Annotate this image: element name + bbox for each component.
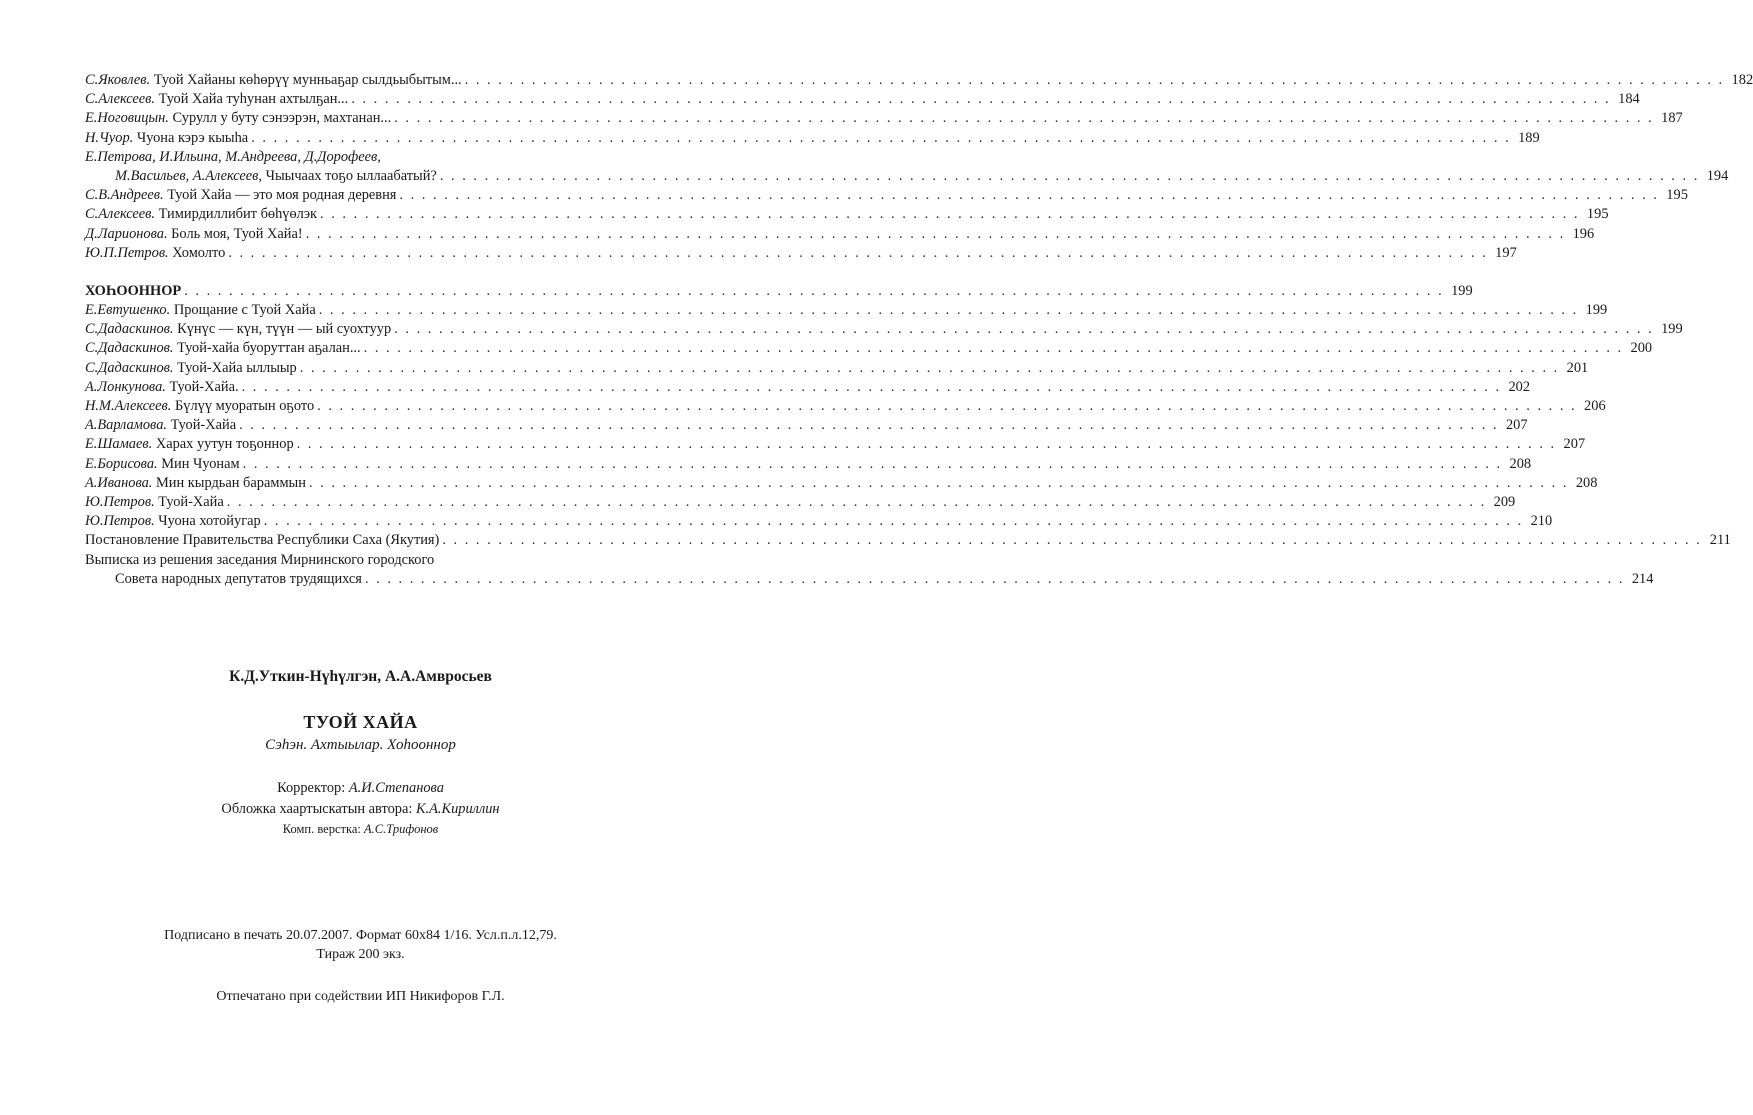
toc-author: Ю.Петров. [85, 513, 155, 530]
toc-title: Туой-Хайа [158, 493, 224, 510]
toc-entry [85, 90, 1640, 109]
toc-author: Е.Петрова, И.Ильина, М.Андреева, Д.Дорофеев, [85, 148, 381, 165]
toc-author: С.Яковлев. [85, 72, 151, 88]
toc-page-number: 202 [1508, 378, 1531, 395]
cover-photo-credit [0, 801, 721, 818]
toc-entry [85, 493, 1516, 512]
toc-title: Прощание с Туой Хайа [173, 302, 316, 319]
credit-label: Комп. верстка: [282, 822, 361, 836]
toc-author: С.В.Андреев. [85, 187, 164, 204]
toc-entry [85, 167, 1729, 186]
dot-leader [364, 339, 1623, 358]
dot-leader [442, 531, 1701, 550]
dot-leader [242, 378, 1501, 397]
dot-leader [243, 455, 1502, 474]
toc-page-number: 211 [1709, 532, 1731, 549]
toc-entry [85, 359, 1589, 378]
toc-author: Е.Борисова. [85, 455, 158, 472]
toc-entry [85, 435, 1586, 454]
dot-leader [465, 71, 1724, 90]
toc-entry [85, 205, 1609, 224]
dot-leader [309, 474, 1568, 493]
dot-leader [440, 167, 1699, 186]
toc-page-number: 196 [1572, 225, 1595, 242]
toc-page-number: 207 [1505, 417, 1528, 434]
section-gap [85, 263, 675, 282]
toc-entry [85, 225, 1595, 244]
toc-entry [85, 570, 1654, 589]
toc-author: Е.Евтушенко. [85, 302, 171, 319]
dot-leader [251, 129, 1510, 148]
toc-author: С.Дадаскинов. [85, 321, 174, 338]
dot-leader [239, 416, 1498, 435]
dot-leader [306, 225, 1565, 244]
dot-leader [264, 512, 1523, 531]
toc-entry [85, 512, 1553, 531]
toc-author: С.Дадаскинов. [85, 359, 174, 376]
toc-entry [85, 109, 1683, 128]
toc-title: Мин кырдьан бараммын [156, 474, 306, 491]
credit-name: А.И.Степанова [348, 780, 444, 796]
toc-title: Боль моя, Туой Хайа! [171, 225, 303, 242]
toc-title: Харах уутун тоҕоннор [155, 436, 294, 453]
toc-author: Ю.Петров. [85, 493, 155, 510]
toc-entry [85, 186, 1688, 205]
book-subtitle: Сэһэн. Ахтыылар. Хоһооннор [265, 737, 456, 753]
dot-leader [320, 205, 1579, 224]
toc-entry [85, 244, 1517, 263]
toc-title: Сурулл у буту сэнээрэн, махтанан... [172, 110, 392, 127]
toc-page-number: 195 [1586, 206, 1609, 223]
toc-entry [85, 301, 1608, 320]
toc-author: М.Васильев, А.Алексеев, [115, 167, 263, 184]
toc-title: Мин Чуонам [161, 455, 240, 472]
dot-leader [297, 435, 1556, 454]
toc-author: Е.Шамаев. [85, 436, 153, 453]
toc-author: А.Варламова. [85, 417, 167, 434]
toc-entry [85, 129, 1540, 148]
toc-title: Туой-Хайа ыллыыр [177, 359, 297, 376]
toc-author: Н.Чуор. [85, 129, 134, 146]
toc-page-number: 208 [1509, 455, 1532, 472]
toc-page-number: 187 [1661, 110, 1683, 127]
toc-page-number: 194 [1706, 167, 1729, 184]
toc-author: Ю.П.Петров. [85, 244, 169, 261]
dot-leader [228, 244, 1487, 263]
toc-title: Чуона кэрэ кыыһа [136, 129, 249, 146]
toc-page-number: 208 [1575, 474, 1598, 491]
credit-label: Обложка хаартыскатын автора: [221, 801, 413, 817]
toc-entry-first-line [85, 551, 675, 570]
toc-title: Туой-Хайа. [169, 378, 239, 395]
dot-leader [365, 570, 1624, 589]
toc-entry [85, 320, 1683, 339]
print-run: Тираж 200 экз. [316, 947, 405, 962]
toc-author: А.Лонкунова. [85, 378, 166, 395]
dot-leader [351, 90, 1610, 109]
toc-title: Бүлүү муоратын оҕото [175, 398, 315, 414]
toc-author: Н.М.Алексеев. [85, 398, 172, 414]
toc-page-number: 206 [1584, 398, 1606, 414]
toc-author: С.Дадаскинов. [85, 340, 174, 357]
toc-page-number: 199 [1585, 302, 1608, 319]
toc-entry [85, 339, 1653, 358]
toc-page-number: 201 [1566, 359, 1589, 376]
dot-leader [394, 320, 1653, 339]
table-of-contents [85, 71, 1753, 589]
toc-section-heading [85, 282, 1473, 301]
toc-author: С.Алексеев. [85, 91, 156, 108]
credit-name: К.А.Кириллин [415, 801, 500, 817]
dot-leader [399, 186, 1658, 205]
toc-entry [85, 531, 1731, 550]
toc-title: Чыычаах тоҕо ыллаабатый? [265, 167, 437, 184]
dot-leader [227, 493, 1486, 512]
toc-title: Хомолто [172, 244, 226, 261]
book-authors: К.Д.Уткин-Нүһүлгэн, А.А.Амвросьев [229, 668, 492, 685]
dot-leader [300, 359, 1559, 378]
corrector-credit [0, 780, 721, 797]
toc-author: Е.Ноговицын. [85, 110, 169, 127]
toc-title: Туой-хайа буоруттан аҕалан... [177, 340, 361, 357]
toc-page-number: 199 [1661, 321, 1683, 338]
toc-entry [85, 416, 1528, 435]
toc-page-number: 200 [1630, 340, 1653, 357]
toc-title: Туой Хайа — это моя родная деревня [167, 187, 397, 204]
toc-page-number: 189 [1518, 129, 1540, 146]
toc-title: Күнүс — күн, түүн — ый суохтуур [177, 321, 392, 338]
toc-title: Совета народных депутатов трудящихся [115, 570, 362, 587]
publication-details: Подписано в печать 20.07.2007. Формат 60х84 1/16. Усл.п.л.12,79. [164, 928, 557, 943]
toc-page-number: 197 [1495, 244, 1517, 261]
toc-title: Туой-Хайа [170, 417, 237, 434]
toc-title: Выписка из решения заседания Мирнинского городского [85, 551, 435, 568]
toc-page-number: 214 [1631, 570, 1654, 587]
toc-entry [85, 397, 1606, 416]
toc-page-number: 199 [1451, 282, 1473, 299]
toc-entry-authors-line [85, 148, 675, 167]
toc-author: С.Алексеев. [85, 206, 156, 223]
layout-credit [0, 822, 721, 837]
section-title: ХОҺООННОР [85, 282, 182, 299]
toc-title: Постановление Правительства Республики Саха (Якутия) [85, 532, 440, 549]
toc-title: Туой Хайаны көһөрүү мунньаҕар сылдьыбытым... [153, 72, 462, 88]
dot-leader [184, 282, 1443, 301]
toc-author: Д.Ларионова. [85, 225, 168, 242]
toc-entry [85, 455, 1532, 474]
toc-page-number: 207 [1563, 436, 1586, 453]
toc-entry [85, 378, 1531, 397]
credit-name: А.С.Трифонов [364, 822, 439, 836]
dot-leader [394, 109, 1653, 128]
toc-entry [85, 474, 1598, 493]
toc-page-number: 195 [1666, 187, 1688, 204]
credit-label: Корректор: [277, 780, 346, 796]
toc-title: Туой Хайа туһунан ахтылҕан... [158, 91, 349, 108]
book-title: ТУОЙ ХАЙА [303, 712, 418, 732]
dot-leader [319, 301, 1578, 320]
toc-title: Чуона хотойугар [158, 513, 261, 530]
toc-page-number: 209 [1493, 493, 1516, 510]
dot-leader [317, 397, 1576, 416]
toc-title: Тимирдиллибит бөһүөлэк [158, 206, 318, 223]
toc-entry [85, 71, 1753, 90]
printer-credit: Отпечатано при содействии ИП Никифоров Г.Л. [216, 989, 505, 1004]
toc-author: А.Иванова. [85, 474, 153, 491]
toc-page-number: 210 [1530, 513, 1553, 530]
toc-page-number: 184 [1618, 91, 1640, 108]
toc-page-number: 182 [1731, 72, 1753, 88]
